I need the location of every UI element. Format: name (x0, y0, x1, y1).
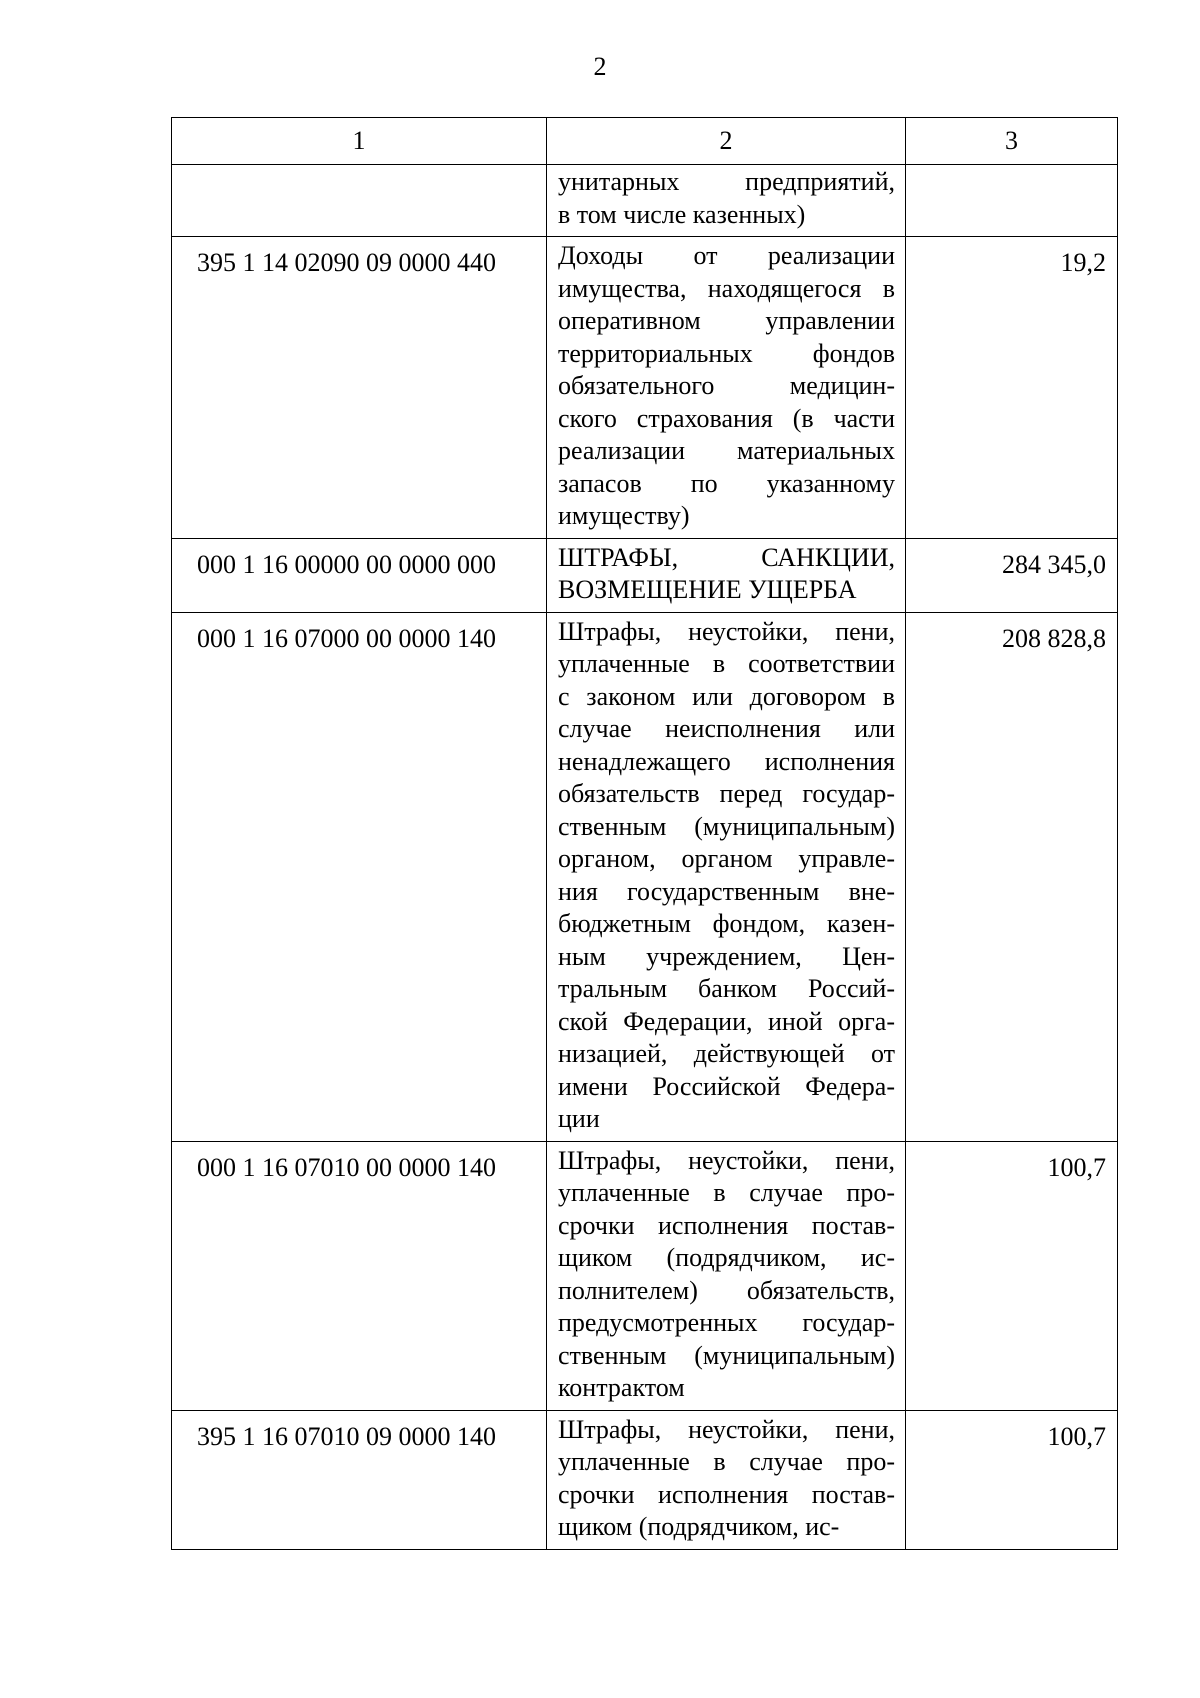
table-row (172, 165, 1118, 237)
table-row (172, 237, 1118, 539)
description-line: срочки исполнения постав- (558, 1210, 895, 1240)
description-line: контрактом (558, 1373, 685, 1402)
description-line: ненадлежащего исполнения (558, 746, 895, 776)
description-cell (547, 237, 906, 539)
table-row (172, 1141, 1118, 1410)
budget-code-cell (172, 165, 547, 237)
amount-cell (906, 165, 1118, 237)
description-line: с законом или договором в (558, 681, 895, 711)
description-line: запасов по указанному (558, 468, 895, 498)
budget-code-cell: 395 1 16 07010 09 0000 140 (172, 1410, 547, 1549)
description-line: низацией, действующей от (558, 1039, 895, 1068)
budget-code-cell: 000 1 16 00000 00 0000 000 (172, 538, 547, 612)
description-cell (547, 612, 906, 1141)
description-line: щиком (подрядчиком, ис- (558, 1243, 895, 1272)
description-line: ния государственным вне- (558, 876, 895, 906)
table-row (172, 538, 1118, 612)
description-line: предусмотренных государ- (558, 1308, 895, 1337)
description-line: ВОЗМЕЩЕНИЕ УЩЕРБА (558, 575, 857, 604)
description-line: органом, органом управле- (558, 844, 895, 873)
budget-code-cell: 000 1 16 07000 00 0000 140 (172, 612, 547, 1141)
amount-cell: 208 828,8 (906, 612, 1118, 1141)
description-line: уплаченные в случае про- (558, 1178, 895, 1207)
table-row (172, 612, 1118, 1141)
column-header-2: 2 (547, 118, 906, 165)
description-line: Штрафы, неустойки, пени, (558, 1414, 895, 1444)
description-line: имуществу) (558, 501, 690, 530)
budget-code-cell: 000 1 16 07010 00 0000 140 (172, 1141, 547, 1410)
description-line: обязательного медицин- (558, 371, 895, 400)
page-number: 2 (593, 52, 607, 81)
description-line: уплаченные в соответствии (558, 649, 895, 678)
description-cell (547, 1141, 906, 1410)
description-cell (547, 538, 906, 612)
amount-cell: 100,7 (906, 1141, 1118, 1410)
description-line: в том числе казенных) (558, 199, 806, 229)
description-line: тральным банком Россий- (558, 974, 895, 1003)
description-line: ского страхования (в части (558, 403, 895, 433)
description-line: Штрафы, неустойки, пени, (558, 1145, 895, 1175)
description-line: оперативном управлении (558, 306, 895, 335)
description-line: реализации материальных (558, 436, 895, 465)
description-line: ской Федерации, иной орга- (558, 1006, 895, 1036)
amount-cell: 19,2 (906, 237, 1118, 539)
description-line: щиком (подрядчиком, ис- (558, 1512, 840, 1541)
description-line: ным учреждением, Цен- (558, 941, 895, 971)
description-line: территориальных фондов (558, 338, 895, 368)
description-line: имущества, находящегося в (558, 273, 895, 303)
description-line: уплаченные в случае про- (558, 1447, 895, 1476)
budget-revenue-table (171, 117, 1118, 1550)
description-line: случае неисполнения или (558, 714, 895, 743)
description-line: ции (558, 1104, 600, 1133)
description-line: имени Российской Федера- (558, 1071, 895, 1101)
description-line: бюджетным фондом, казен- (558, 909, 895, 938)
table-row (172, 1410, 1118, 1549)
column-header-1: 1 (172, 118, 547, 165)
description-line: Доходы от реализации (558, 241, 895, 270)
amount-cell: 284 345,0 (906, 538, 1118, 612)
description-line: срочки исполнения постав- (558, 1479, 895, 1509)
budget-code-cell: 395 1 14 02090 09 0000 440 (172, 237, 547, 539)
description-line: обязательств перед государ- (558, 779, 895, 808)
description-line: ственным (муниципальным) (558, 811, 895, 841)
description-line: полнителем) обязательств, (558, 1275, 895, 1305)
description-line: Штрафы, неустойки, пени, (558, 616, 895, 646)
description-cell (547, 1410, 906, 1549)
description-line: унитарных предприятий, (558, 167, 895, 196)
description-cell (547, 165, 906, 237)
column-header-3: 3 (906, 118, 1118, 165)
description-line: ШТРАФЫ, САНКЦИИ, (558, 542, 895, 572)
table-header-row (172, 118, 1118, 165)
description-line: ственным (муниципальным) (558, 1340, 895, 1370)
amount-cell: 100,7 (906, 1410, 1118, 1549)
